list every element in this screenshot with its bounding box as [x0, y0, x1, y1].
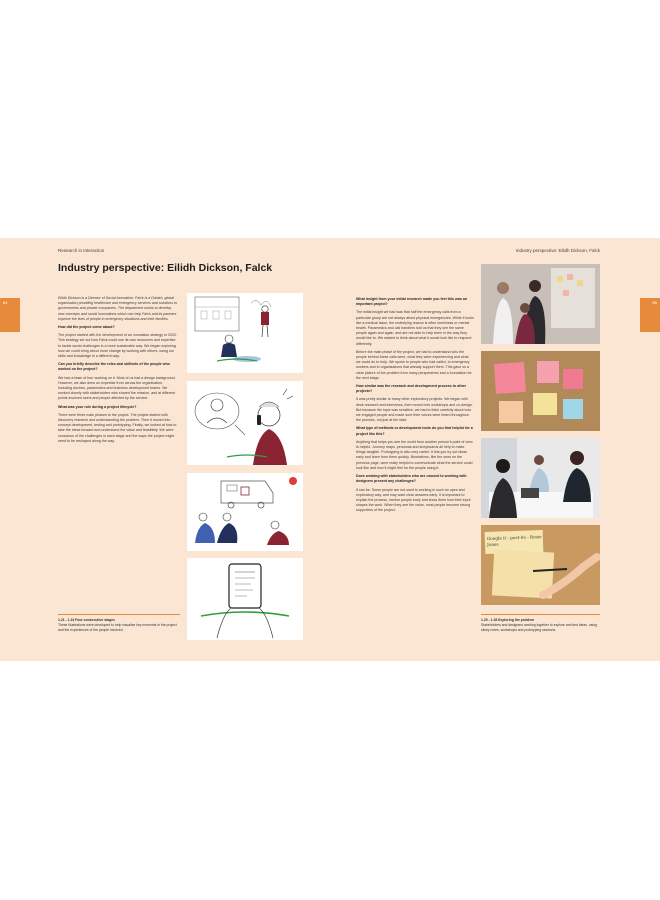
left-edge-tab: 84 — [0, 298, 20, 332]
section-body: There were three main phases to the project. The project started with discovery research and understanding the problem. Then it moved into concept development, testing and prototyping. Finally, we looked at how to take the ideas forward and understand the value and feasibility. We were conscious of the challenges in each stage and the ways the project might need to be reshaped along the way. — [58, 412, 177, 443]
workshop-photo-1 — [481, 264, 600, 344]
section-heading: How did the project come about? — [58, 325, 115, 330]
section-body: Before the main phase of the project, we had to understand who the people behind these calls were, what they were experiencing and what we could do to help. We spoke to people who had called, to emergency workers and to organisations that already support them. This gave us a clear picture of the problem from many perspectives and a foundation for the next stage. — [356, 349, 472, 380]
section-heading: What was your role during a project lifecycle? — [58, 404, 137, 409]
sticky-notes-photo — [481, 351, 600, 431]
left-caption — [58, 618, 178, 633]
page-title: Industry perspective: Eilidh Dickson, Falck — [58, 262, 273, 274]
section-body: The project started with the development of an innovation strategy in 2020. This strategy set out how Falck could use its own resources and expertise to tackle social challenges in a more sustainable way. We began exploring how we could bring about more change by working with others, using our skills and knowledge in a different way. — [58, 333, 177, 359]
left-running-head: Research in Interaction — [58, 248, 105, 253]
section-body: Anything that helps you see the world from another person’s point of view is helpful. Journey maps, personas and storyboards all help to make things tangible. Prototyping is also very useful. It lets you try out ideas early and learn from them quickly. Illustrations, like the ones on the previous page, were really helpful to communicate what the service could look like and how it might feel for the people using it. — [356, 439, 473, 470]
section-heading: What insight from your initial research made you feel this was an important project? — [356, 297, 468, 307]
section-heading: How similar was the research and development process to other projects? — [356, 384, 467, 394]
phone-call-illustration — [187, 381, 303, 465]
caption-rule — [481, 614, 600, 615]
caption-title: Exploring the problem — [498, 618, 535, 622]
emergency-scene-illustration — [187, 293, 303, 373]
left-text-column — [58, 296, 178, 447]
section-body: We had a team of four working on it. Most of us had a design background. However, we also drew on expertise from across the organisation, including doctors, paramedics and business development teams. We worked closely with stakeholders who shared the mission, and at different points involved users and people affected by the service. — [58, 375, 176, 401]
caption-title: Four consecutive stages — [75, 618, 115, 622]
caption-label: 1.25 - 1.28 — [481, 618, 498, 622]
caption-label: 1.21 - 1.24 — [58, 618, 75, 622]
right-caption — [481, 618, 600, 633]
ambulance-response-illustration — [187, 473, 303, 551]
right-text-column — [356, 294, 474, 517]
right-running-head: Industry perspective: Eilidh Dickson, Falck — [515, 248, 600, 253]
section-body: It was pretty similar to many other exploratory projects. We began with desk research and interviews, then moved into workshops and co-design. But because the topic was sensitive, we had to think carefully about how we engaged people and made sure their voices were heard throughout the process, not just at the start. — [356, 397, 473, 423]
section-heading: Can you briefly describe the roles and skillsets of the people who worked on the project? — [58, 362, 170, 372]
intro-paragraph: Eilidh Dickson is a Director of Social Innovation. Falck is a Danish, global organisation providing healthcare and emergency services and solutions to governments and private companies. The department works to develop new concepts and social innovations which can help Falck and its partners improve the lives of people in emergency situations and their families. — [58, 296, 178, 321]
book-spread — [0, 238, 660, 661]
section-body: It can be. Some people are not used to working in such an open and exploratory way, and may want clear answers early. It is important to explain the process, involve people early and show them how their input shapes the work. When they see the value, most people become strong supporters of the project. — [356, 487, 471, 513]
caption-text: Stakeholders and designers working together to explore and test ideas, using sticky notes, workshops and prototyping sessions. — [481, 623, 597, 632]
tablet-app-illustration — [187, 558, 303, 640]
photo-handwritten-note: Google it - post-its - Rosie Jones — [486, 534, 542, 547]
caption-text: These illustrations were developed to help visualise key moments in the project and the experiences of the people involved. — [58, 623, 177, 632]
meeting-photo — [481, 438, 600, 518]
section-body: The initial insight we had was that half the emergency calls from a particular group are not always about physical emergencies. While it looks like a medical issue, the underlying reason is often loneliness or mental health. Paramedics and call handlers told us that they see the same people again and again, and are not able to help them in the way they would like to. We started to think about what it would look like to respond differently. — [356, 310, 474, 346]
handwriting-photo — [481, 525, 600, 605]
section-heading: What type of methods or development tools do you find helpful for a project like this? — [356, 426, 473, 436]
right-edge-tab: 85 — [640, 298, 660, 332]
caption-rule — [58, 614, 180, 615]
section-heading: Does working with stakeholders who are unused to working with designers present any challenges? — [356, 474, 467, 484]
